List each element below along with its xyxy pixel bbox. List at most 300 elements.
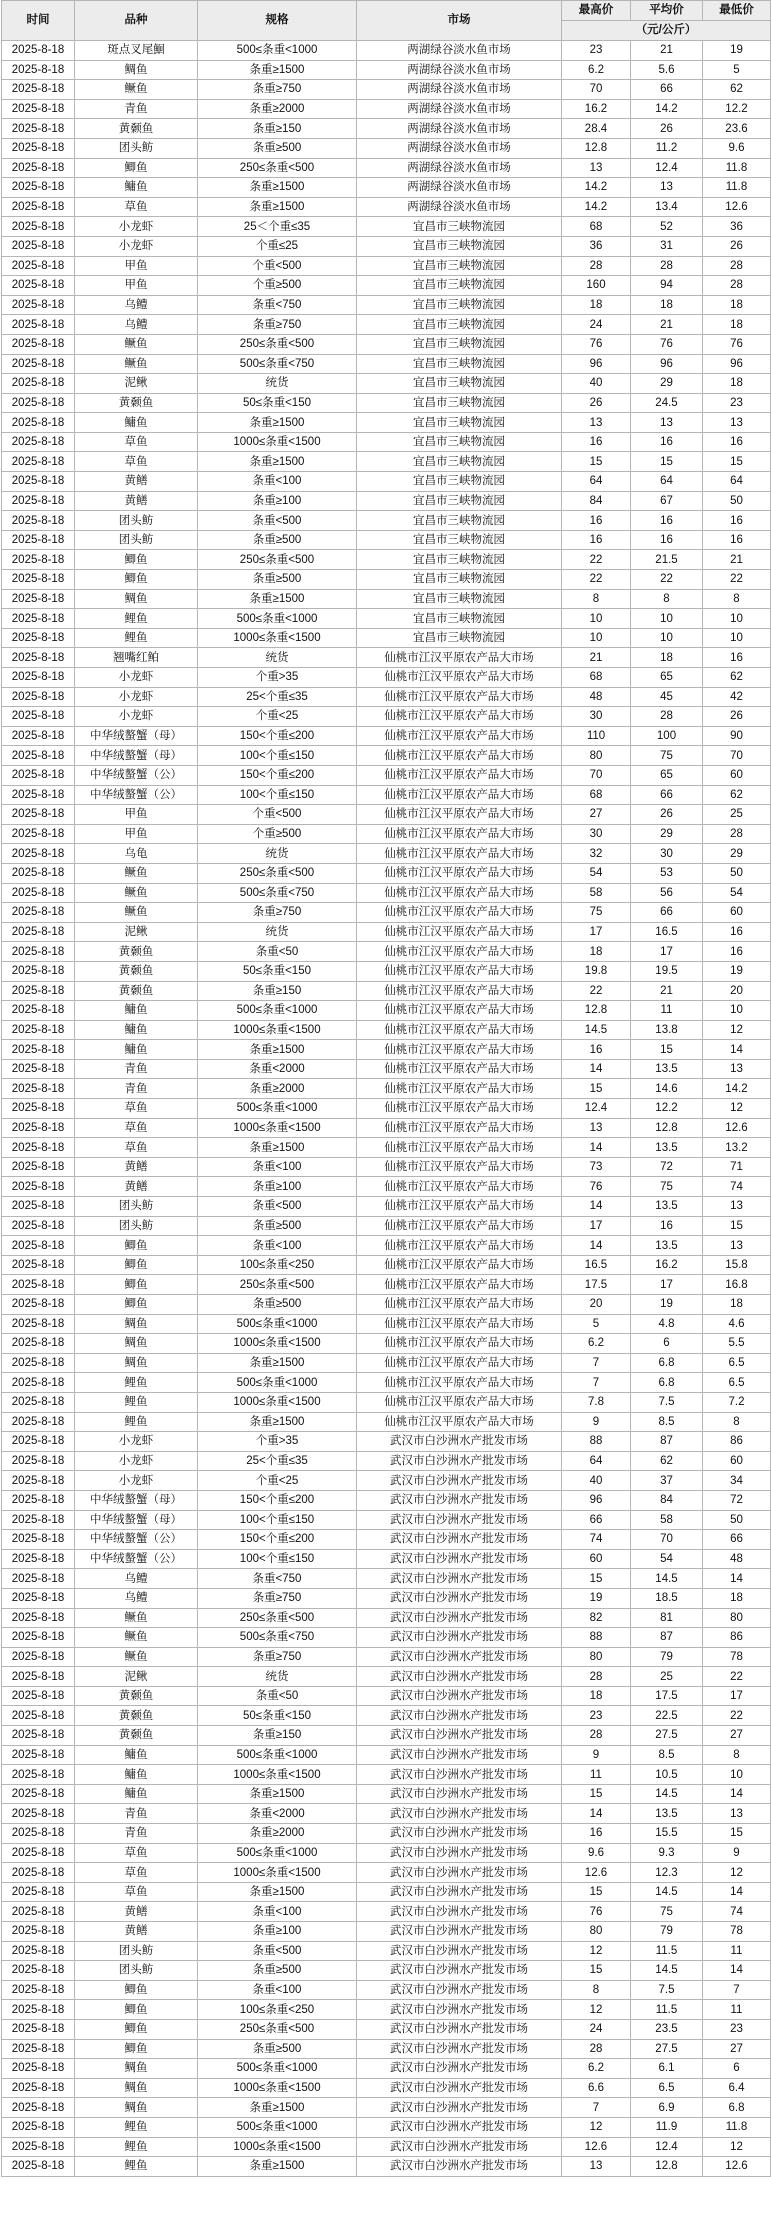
cell-max-price: 12.6 bbox=[562, 1863, 631, 1883]
cell-avg-price: 84 bbox=[631, 1490, 703, 1510]
cell-market: 武汉市白沙洲水产批发市场 bbox=[357, 2059, 562, 2079]
cell-variety: 黄鳝 bbox=[75, 1157, 198, 1177]
cell-avg-price: 64 bbox=[631, 472, 703, 492]
cell-variety: 青鱼 bbox=[75, 1079, 198, 1099]
cell-market: 宜昌市三峡物流园 bbox=[357, 550, 562, 570]
cell-max-price: 18 bbox=[562, 942, 631, 962]
cell-avg-price: 12.8 bbox=[631, 1118, 703, 1138]
cell-avg-price: 75 bbox=[631, 1177, 703, 1197]
cell-min-price: 78 bbox=[703, 1647, 771, 1667]
cell-max-price: 68 bbox=[562, 217, 631, 237]
cell-avg-price: 22.5 bbox=[631, 1706, 703, 1726]
cell-min-price: 18 bbox=[703, 315, 771, 335]
cell-market: 宜昌市三峡物流园 bbox=[357, 393, 562, 413]
cell-variety: 鲷鱼 bbox=[75, 589, 198, 609]
cell-variety: 甲鱼 bbox=[75, 824, 198, 844]
cell-avg-price: 14.5 bbox=[631, 1961, 703, 1981]
cell-variety: 鳜鱼 bbox=[75, 80, 198, 100]
cell-market: 两湖绿谷淡水鱼市场 bbox=[357, 158, 562, 178]
cell-spec: 250≤条重<500 bbox=[198, 863, 357, 883]
cell-max-price: 96 bbox=[562, 1490, 631, 1510]
cell-spec: 条重≥2000 bbox=[198, 99, 357, 119]
cell-spec: 条重<500 bbox=[198, 511, 357, 531]
cell-min-price: 90 bbox=[703, 726, 771, 746]
cell-avg-price: 13.8 bbox=[631, 1020, 703, 1040]
table-row bbox=[2, 628, 771, 648]
cell-min-price: 16 bbox=[703, 942, 771, 962]
cell-avg-price: 12.4 bbox=[631, 2137, 703, 2157]
cell-variety: 黄颡鱼 bbox=[75, 119, 198, 139]
cell-spec: 50≤条重<150 bbox=[198, 393, 357, 413]
cell-market: 宜昌市三峡物流园 bbox=[357, 354, 562, 374]
cell-time: 2025-8-18 bbox=[2, 1059, 75, 1079]
cell-max-price: 14 bbox=[562, 1059, 631, 1079]
cell-time: 2025-8-18 bbox=[2, 648, 75, 668]
cell-avg-price: 56 bbox=[631, 883, 703, 903]
cell-time: 2025-8-18 bbox=[2, 197, 75, 217]
cell-time: 2025-8-18 bbox=[2, 922, 75, 942]
cell-time: 2025-8-18 bbox=[2, 41, 75, 61]
cell-min-price: 64 bbox=[703, 472, 771, 492]
cell-max-price: 7 bbox=[562, 2098, 631, 2118]
cell-max-price: 27 bbox=[562, 805, 631, 825]
table-row bbox=[2, 1588, 771, 1608]
cell-market: 武汉市白沙洲水产批发市场 bbox=[357, 1765, 562, 1785]
cell-max-price: 5 bbox=[562, 1314, 631, 1334]
cell-variety: 团头鲂 bbox=[75, 1216, 198, 1236]
table-row bbox=[2, 707, 771, 727]
table-row bbox=[2, 765, 771, 785]
cell-market: 武汉市白沙洲水产批发市场 bbox=[357, 1530, 562, 1550]
cell-max-price: 12.6 bbox=[562, 2137, 631, 2157]
cell-variety: 鳜鱼 bbox=[75, 903, 198, 923]
cell-min-price: 19 bbox=[703, 41, 771, 61]
cell-time: 2025-8-18 bbox=[2, 276, 75, 296]
cell-avg-price: 6.1 bbox=[631, 2059, 703, 2079]
table-row bbox=[2, 961, 771, 981]
cell-market: 仙桃市江汉平原农产品大市场 bbox=[357, 726, 562, 746]
cell-time: 2025-8-18 bbox=[2, 530, 75, 550]
table-row bbox=[2, 1530, 771, 1550]
table-row bbox=[2, 2039, 771, 2059]
cell-time: 2025-8-18 bbox=[2, 1001, 75, 1021]
cell-spec: 100<个重≤150 bbox=[198, 1549, 357, 1569]
table-row bbox=[2, 609, 771, 629]
table-row bbox=[2, 178, 771, 198]
cell-market: 武汉市白沙洲水产批发市场 bbox=[357, 2078, 562, 2098]
cell-market: 仙桃市江汉平原农产品大市场 bbox=[357, 1353, 562, 1373]
cell-min-price: 12.6 bbox=[703, 1118, 771, 1138]
cell-variety: 鳜鱼 bbox=[75, 863, 198, 883]
cell-avg-price: 14.5 bbox=[631, 1569, 703, 1589]
cell-time: 2025-8-18 bbox=[2, 2000, 75, 2020]
cell-market: 两湖绿谷淡水鱼市场 bbox=[357, 138, 562, 158]
cell-avg-price: 75 bbox=[631, 746, 703, 766]
cell-time: 2025-8-18 bbox=[2, 1882, 75, 1902]
cell-spec: 500≤条重<1000 bbox=[198, 2117, 357, 2137]
cell-time: 2025-8-18 bbox=[2, 1686, 75, 1706]
cell-variety: 鳙鱼 bbox=[75, 413, 198, 433]
cell-variety: 黄鳝 bbox=[75, 472, 198, 492]
cell-time: 2025-8-18 bbox=[2, 1079, 75, 1099]
cell-max-price: 16 bbox=[562, 530, 631, 550]
table-row bbox=[2, 1510, 771, 1530]
cell-market: 仙桃市江汉平原农产品大市场 bbox=[357, 903, 562, 923]
cell-spec: 条重≥1500 bbox=[198, 413, 357, 433]
cell-spec: 条重≥150 bbox=[198, 981, 357, 1001]
cell-min-price: 16 bbox=[703, 648, 771, 668]
cell-variety: 团头鲂 bbox=[75, 1197, 198, 1217]
cell-spec: 500≤条重<1000 bbox=[198, 2059, 357, 2079]
cell-max-price: 22 bbox=[562, 550, 631, 570]
table-row bbox=[2, 1334, 771, 1354]
cell-max-price: 40 bbox=[562, 374, 631, 394]
cell-variety: 鳙鱼 bbox=[75, 1765, 198, 1785]
cell-min-price: 14 bbox=[703, 1882, 771, 1902]
table-row bbox=[2, 2137, 771, 2157]
cell-spec: 1000≤条重<1500 bbox=[198, 1765, 357, 1785]
table-row bbox=[2, 374, 771, 394]
cell-variety: 鳙鱼 bbox=[75, 1784, 198, 1804]
cell-min-price: 20 bbox=[703, 981, 771, 1001]
cell-min-price: 28 bbox=[703, 276, 771, 296]
cell-max-price: 19.8 bbox=[562, 961, 631, 981]
table-row bbox=[2, 315, 771, 335]
cell-max-price: 8 bbox=[562, 589, 631, 609]
cell-max-price: 84 bbox=[562, 491, 631, 511]
cell-min-price: 14 bbox=[703, 1784, 771, 1804]
cell-avg-price: 6 bbox=[631, 1334, 703, 1354]
cell-time: 2025-8-18 bbox=[2, 1118, 75, 1138]
table-row bbox=[2, 1177, 771, 1197]
cell-market: 宜昌市三峡物流园 bbox=[357, 530, 562, 550]
cell-spec: 条重≥150 bbox=[198, 119, 357, 139]
cell-min-price: 11.8 bbox=[703, 158, 771, 178]
cell-spec: 个重>35 bbox=[198, 1432, 357, 1452]
cell-market: 仙桃市江汉平原农产品大市场 bbox=[357, 1040, 562, 1060]
cell-variety: 中华绒螯蟹（母） bbox=[75, 1510, 198, 1530]
cell-avg-price: 18 bbox=[631, 648, 703, 668]
table-row bbox=[2, 1059, 771, 1079]
cell-min-price: 15 bbox=[703, 452, 771, 472]
cell-min-price: 22 bbox=[703, 1706, 771, 1726]
cell-variety: 青鱼 bbox=[75, 1804, 198, 1824]
cell-max-price: 16 bbox=[562, 1040, 631, 1060]
cell-variety: 黄鳝 bbox=[75, 1177, 198, 1197]
cell-avg-price: 6.5 bbox=[631, 2078, 703, 2098]
cell-time: 2025-8-18 bbox=[2, 1451, 75, 1471]
cell-min-price: 8 bbox=[703, 1745, 771, 1765]
cell-market: 仙桃市江汉平原农产品大市场 bbox=[357, 1099, 562, 1119]
cell-avg-price: 26 bbox=[631, 805, 703, 825]
cell-variety: 乌鳢 bbox=[75, 1588, 198, 1608]
cell-time: 2025-8-18 bbox=[2, 824, 75, 844]
col-header-variety: 品种 bbox=[75, 1, 198, 41]
cell-market: 宜昌市三峡物流园 bbox=[357, 217, 562, 237]
cell-max-price: 74 bbox=[562, 1530, 631, 1550]
cell-min-price: 22 bbox=[703, 570, 771, 590]
cell-market: 武汉市白沙洲水产批发市场 bbox=[357, 1686, 562, 1706]
cell-variety: 鲤鱼 bbox=[75, 628, 198, 648]
cell-spec: 500≤条重<1000 bbox=[198, 609, 357, 629]
cell-max-price: 15 bbox=[562, 1961, 631, 1981]
cell-time: 2025-8-18 bbox=[2, 1863, 75, 1883]
cell-market: 两湖绿谷淡水鱼市场 bbox=[357, 99, 562, 119]
cell-time: 2025-8-18 bbox=[2, 1824, 75, 1844]
cell-min-price: 16 bbox=[703, 432, 771, 452]
cell-market: 仙桃市江汉平原农产品大市场 bbox=[357, 1079, 562, 1099]
cell-min-price: 12 bbox=[703, 1863, 771, 1883]
cell-min-price: 13 bbox=[703, 1236, 771, 1256]
cell-spec: 统货 bbox=[198, 844, 357, 864]
table-row bbox=[2, 530, 771, 550]
cell-min-price: 62 bbox=[703, 668, 771, 688]
cell-time: 2025-8-18 bbox=[2, 726, 75, 746]
cell-time: 2025-8-18 bbox=[2, 256, 75, 276]
cell-variety: 鳙鱼 bbox=[75, 178, 198, 198]
cell-min-price: 10 bbox=[703, 1001, 771, 1021]
cell-max-price: 6.2 bbox=[562, 1334, 631, 1354]
table-row bbox=[2, 2098, 771, 2118]
cell-max-price: 23 bbox=[562, 41, 631, 61]
cell-spec: 1000≤条重<1500 bbox=[198, 1863, 357, 1883]
cell-time: 2025-8-18 bbox=[2, 432, 75, 452]
cell-max-price: 14.2 bbox=[562, 197, 631, 217]
cell-spec: 条重<2000 bbox=[198, 1059, 357, 1079]
cell-min-price: 8 bbox=[703, 1412, 771, 1432]
cell-avg-price: 15.5 bbox=[631, 1824, 703, 1844]
cell-max-price: 16 bbox=[562, 1824, 631, 1844]
cell-min-price: 26 bbox=[703, 707, 771, 727]
table-row bbox=[2, 1902, 771, 1922]
cell-time: 2025-8-18 bbox=[2, 981, 75, 1001]
cell-avg-price: 11.5 bbox=[631, 1941, 703, 1961]
cell-spec: 250≤条重<500 bbox=[198, 1608, 357, 1628]
cell-min-price: 28 bbox=[703, 256, 771, 276]
cell-variety: 草鱼 bbox=[75, 197, 198, 217]
cell-spec: 条重≥1500 bbox=[198, 197, 357, 217]
cell-min-price: 76 bbox=[703, 334, 771, 354]
cell-spec: 统货 bbox=[198, 1667, 357, 1687]
cell-max-price: 17 bbox=[562, 922, 631, 942]
cell-max-price: 28 bbox=[562, 1667, 631, 1687]
cell-market: 武汉市白沙洲水产批发市场 bbox=[357, 1569, 562, 1589]
table-row bbox=[2, 1922, 771, 1942]
col-header-spec: 规格 bbox=[198, 1, 357, 41]
cell-max-price: 12.8 bbox=[562, 1001, 631, 1021]
col-header-time: 时间 bbox=[2, 1, 75, 41]
cell-min-price: 50 bbox=[703, 863, 771, 883]
cell-time: 2025-8-18 bbox=[2, 80, 75, 100]
cell-market: 两湖绿谷淡水鱼市场 bbox=[357, 197, 562, 217]
table-row bbox=[2, 589, 771, 609]
table-row bbox=[2, 1412, 771, 1432]
cell-avg-price: 75 bbox=[631, 1902, 703, 1922]
cell-variety: 翘嘴红鲌 bbox=[75, 648, 198, 668]
cell-min-price: 34 bbox=[703, 1471, 771, 1491]
cell-max-price: 16 bbox=[562, 511, 631, 531]
cell-variety: 斑点叉尾鮰 bbox=[75, 41, 198, 61]
cell-spec: 条重<2000 bbox=[198, 1804, 357, 1824]
cell-variety: 黄颡鱼 bbox=[75, 1686, 198, 1706]
cell-time: 2025-8-18 bbox=[2, 60, 75, 80]
cell-avg-price: 14.5 bbox=[631, 1784, 703, 1804]
cell-avg-price: 16.2 bbox=[631, 1255, 703, 1275]
cell-time: 2025-8-18 bbox=[2, 1157, 75, 1177]
cell-avg-price: 13.5 bbox=[631, 1197, 703, 1217]
table-row bbox=[2, 1765, 771, 1785]
cell-market: 两湖绿谷淡水鱼市场 bbox=[357, 60, 562, 80]
cell-max-price: 15 bbox=[562, 1882, 631, 1902]
cell-variety: 草鱼 bbox=[75, 1843, 198, 1863]
cell-avg-price: 67 bbox=[631, 491, 703, 511]
cell-market: 武汉市白沙洲水产批发市场 bbox=[357, 1667, 562, 1687]
table-row bbox=[2, 1608, 771, 1628]
table-row bbox=[2, 1451, 771, 1471]
cell-spec: 50≤条重<150 bbox=[198, 961, 357, 981]
cell-time: 2025-8-18 bbox=[2, 668, 75, 688]
cell-spec: 500≤条重<1000 bbox=[198, 1314, 357, 1334]
cell-min-price: 15 bbox=[703, 1824, 771, 1844]
cell-variety: 鲫鱼 bbox=[75, 1236, 198, 1256]
cell-spec: 条重<50 bbox=[198, 1686, 357, 1706]
cell-spec: 150<个重≤200 bbox=[198, 1490, 357, 1510]
cell-time: 2025-8-18 bbox=[2, 354, 75, 374]
cell-max-price: 24 bbox=[562, 2019, 631, 2039]
cell-time: 2025-8-18 bbox=[2, 1530, 75, 1550]
cell-max-price: 6.6 bbox=[562, 2078, 631, 2098]
cell-min-price: 12.2 bbox=[703, 99, 771, 119]
cell-market: 仙桃市江汉平原农产品大市场 bbox=[357, 707, 562, 727]
table-row bbox=[2, 1726, 771, 1746]
col-header-market: 市场 bbox=[357, 1, 562, 41]
cell-variety: 中华绒螯蟹（公） bbox=[75, 1549, 198, 1569]
cell-min-price: 26 bbox=[703, 236, 771, 256]
cell-market: 武汉市白沙洲水产批发市场 bbox=[357, 1784, 562, 1804]
cell-spec: 条重≥1500 bbox=[198, 60, 357, 80]
cell-market: 仙桃市江汉平原农产品大市场 bbox=[357, 981, 562, 1001]
cell-time: 2025-8-18 bbox=[2, 2098, 75, 2118]
cell-spec: 条重<750 bbox=[198, 1569, 357, 1589]
cell-spec: 25<个重≤35 bbox=[198, 687, 357, 707]
cell-time: 2025-8-18 bbox=[2, 1255, 75, 1275]
cell-avg-price: 21 bbox=[631, 981, 703, 1001]
cell-min-price: 10 bbox=[703, 1765, 771, 1785]
cell-min-price: 6.4 bbox=[703, 2078, 771, 2098]
cell-time: 2025-8-18 bbox=[2, 1412, 75, 1432]
cell-max-price: 110 bbox=[562, 726, 631, 746]
cell-variety: 中华绒螯蟹（母） bbox=[75, 726, 198, 746]
cell-time: 2025-8-18 bbox=[2, 1040, 75, 1060]
cell-market: 武汉市白沙洲水产批发市场 bbox=[357, 2000, 562, 2020]
cell-variety: 黄颡鱼 bbox=[75, 981, 198, 1001]
cell-market: 宜昌市三峡物流园 bbox=[357, 589, 562, 609]
cell-time: 2025-8-18 bbox=[2, 315, 75, 335]
cell-min-price: 66 bbox=[703, 1530, 771, 1550]
cell-spec: 1000≤条重<1500 bbox=[198, 628, 357, 648]
cell-max-price: 13 bbox=[562, 1118, 631, 1138]
cell-avg-price: 29 bbox=[631, 374, 703, 394]
cell-min-price: 27 bbox=[703, 2039, 771, 2059]
cell-variety: 草鱼 bbox=[75, 1099, 198, 1119]
cell-time: 2025-8-18 bbox=[2, 1706, 75, 1726]
cell-time: 2025-8-18 bbox=[2, 119, 75, 139]
cell-spec: 1000≤条重<1500 bbox=[198, 2137, 357, 2157]
cell-variety: 黄鳝 bbox=[75, 1902, 198, 1922]
cell-min-price: 62 bbox=[703, 80, 771, 100]
cell-min-price: 12.6 bbox=[703, 2157, 771, 2177]
cell-avg-price: 27.5 bbox=[631, 1726, 703, 1746]
cell-max-price: 64 bbox=[562, 1451, 631, 1471]
table-row bbox=[2, 570, 771, 590]
cell-max-price: 88 bbox=[562, 1628, 631, 1648]
cell-min-price: 8 bbox=[703, 589, 771, 609]
table-row bbox=[2, 922, 771, 942]
cell-spec: 1000≤条重<1500 bbox=[198, 1118, 357, 1138]
cell-avg-price: 24.5 bbox=[631, 393, 703, 413]
cell-time: 2025-8-18 bbox=[2, 883, 75, 903]
cell-max-price: 16.2 bbox=[562, 99, 631, 119]
cell-time: 2025-8-18 bbox=[2, 1236, 75, 1256]
cell-variety: 草鱼 bbox=[75, 1138, 198, 1158]
cell-avg-price: 9.3 bbox=[631, 1843, 703, 1863]
cell-spec: 条重≥1500 bbox=[198, 1138, 357, 1158]
cell-spec: 条重<50 bbox=[198, 942, 357, 962]
cell-min-price: 54 bbox=[703, 883, 771, 903]
cell-max-price: 28 bbox=[562, 256, 631, 276]
cell-variety: 团头鲂 bbox=[75, 138, 198, 158]
cell-time: 2025-8-18 bbox=[2, 138, 75, 158]
cell-market: 仙桃市江汉平原农产品大市场 bbox=[357, 1177, 562, 1197]
cell-market: 武汉市白沙洲水产批发市场 bbox=[357, 1510, 562, 1530]
cell-variety: 青鱼 bbox=[75, 1824, 198, 1844]
cell-market: 仙桃市江汉平原农产品大市场 bbox=[357, 765, 562, 785]
table-row bbox=[2, 1099, 771, 1119]
cell-max-price: 15 bbox=[562, 452, 631, 472]
table-row bbox=[2, 1392, 771, 1412]
cell-market: 武汉市白沙洲水产批发市场 bbox=[357, 1882, 562, 1902]
cell-avg-price: 79 bbox=[631, 1647, 703, 1667]
cell-time: 2025-8-18 bbox=[2, 1902, 75, 1922]
cell-min-price: 13.2 bbox=[703, 1138, 771, 1158]
cell-avg-price: 21 bbox=[631, 315, 703, 335]
cell-market: 武汉市白沙洲水产批发市场 bbox=[357, 1902, 562, 1922]
cell-time: 2025-8-18 bbox=[2, 1510, 75, 1530]
cell-spec: 条重<100 bbox=[198, 1902, 357, 1922]
table-row bbox=[2, 1628, 771, 1648]
cell-time: 2025-8-18 bbox=[2, 1804, 75, 1824]
table-row bbox=[2, 1040, 771, 1060]
cell-time: 2025-8-18 bbox=[2, 1961, 75, 1981]
cell-min-price: 80 bbox=[703, 1608, 771, 1628]
cell-time: 2025-8-18 bbox=[2, 942, 75, 962]
cell-avg-price: 45 bbox=[631, 687, 703, 707]
cell-spec: 条重≥1500 bbox=[198, 178, 357, 198]
cell-spec: 500≤条重<750 bbox=[198, 1628, 357, 1648]
table-row bbox=[2, 1667, 771, 1687]
cell-avg-price: 17 bbox=[631, 942, 703, 962]
cell-variety: 乌龟 bbox=[75, 844, 198, 864]
cell-avg-price: 14.6 bbox=[631, 1079, 703, 1099]
cell-market: 武汉市白沙洲水产批发市场 bbox=[357, 1451, 562, 1471]
cell-spec: 条重≥500 bbox=[198, 138, 357, 158]
cell-market: 武汉市白沙洲水产批发市场 bbox=[357, 1961, 562, 1981]
cell-avg-price: 81 bbox=[631, 1608, 703, 1628]
table-row bbox=[2, 863, 771, 883]
cell-variety: 乌鳢 bbox=[75, 315, 198, 335]
cell-time: 2025-8-18 bbox=[2, 1314, 75, 1334]
table-row bbox=[2, 1804, 771, 1824]
